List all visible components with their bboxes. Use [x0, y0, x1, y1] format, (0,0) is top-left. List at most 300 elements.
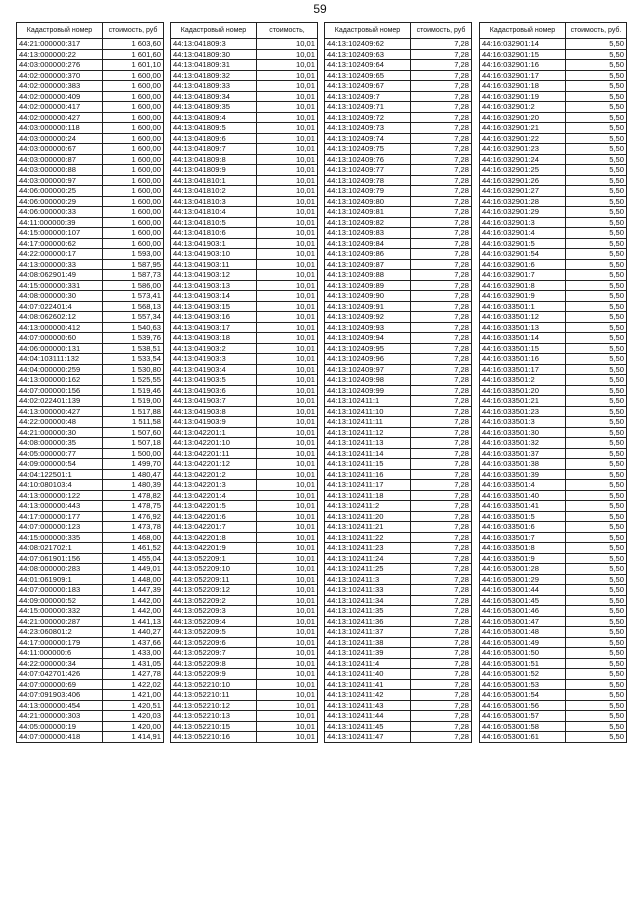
cadastral-number-cell: 44:11:000000:6: [17, 648, 103, 659]
table-row: [17, 70, 164, 81]
table-row: [171, 595, 318, 606]
table-row: [480, 228, 627, 239]
table-row: [325, 679, 472, 690]
table-row: [480, 291, 627, 302]
cadastral-number-cell: 44:15:000000:332: [17, 606, 103, 617]
cost-cell: 1 478,75: [103, 501, 164, 512]
cadastral-number-cell: 44:16:032901:24: [480, 154, 566, 165]
cost-cell: 1 600,00: [103, 91, 164, 102]
cadastral-number-cell: 44:03:000000:97: [17, 175, 103, 186]
cadastral-number-cell: 44:16:053001:47: [480, 616, 566, 627]
table-row: [480, 196, 627, 207]
cadastral-number-cell: 44:16:033501:1: [480, 301, 566, 312]
cadastral-number-cell: 44:13:102411:38: [325, 637, 411, 648]
cadastral-number-cell: 44:16:033501:12: [480, 312, 566, 323]
cadastral-number-cell: 44:13:102409:87: [325, 259, 411, 270]
cadastral-number-cell: 44:16:032901:9: [480, 291, 566, 302]
cost-cell: 1 540,63: [103, 322, 164, 333]
cadastral-number-cell: 44:13:042201:12: [171, 459, 257, 470]
table-row: [17, 385, 164, 396]
table-row: [17, 280, 164, 291]
table-row: [480, 81, 627, 92]
table-row: [325, 543, 472, 554]
cost-cell: 7,28: [411, 606, 472, 617]
table-row: [325, 133, 472, 144]
table-row: [171, 574, 318, 585]
table-row: [480, 249, 627, 260]
table-row: [171, 238, 318, 249]
cadastral-number-cell: 44:13:102411:44: [325, 711, 411, 722]
cadastral-number-cell: 44:13:041903:10: [171, 249, 257, 260]
cost-cell: 7,28: [411, 595, 472, 606]
table-row: [480, 133, 627, 144]
cadastral-number-cell: 44:13:041903:14: [171, 291, 257, 302]
table-row: [17, 732, 164, 743]
cost-cell: 10,01: [257, 669, 318, 680]
cost-cell: 7,28: [411, 333, 472, 344]
cost-cell: 5,50: [566, 196, 627, 207]
cost-cell: 10,01: [257, 585, 318, 596]
cadastral-number-cell: 44:16:053001:49: [480, 637, 566, 648]
cadastral-number-cell: 44:13:102411:34: [325, 595, 411, 606]
table-row: [17, 364, 164, 375]
cost-cell: 10,01: [257, 522, 318, 533]
cost-cell: 5,50: [566, 585, 627, 596]
cost-cell: 10,01: [257, 301, 318, 312]
table-row: [17, 60, 164, 71]
cadastral-number-cell: 44:13:102409:84: [325, 238, 411, 249]
cost-cell: 10,01: [257, 238, 318, 249]
cadastral-number-cell: 44:13:102411:11: [325, 417, 411, 428]
table-row: [17, 102, 164, 113]
cadastral-number-cell: 44:13:041809:30: [171, 49, 257, 60]
table-row: [17, 585, 164, 596]
cost-cell: 1 447,39: [103, 585, 164, 596]
cadastral-number-cell: 44:13:102411:10: [325, 406, 411, 417]
cost-cell: 5,50: [566, 81, 627, 92]
table-row: [480, 417, 627, 428]
table-row: [17, 522, 164, 533]
table-row: [480, 690, 627, 701]
table-row: [325, 238, 472, 249]
table-row: [171, 721, 318, 732]
table-row: [17, 616, 164, 627]
cost-cell: 1 600,00: [103, 144, 164, 155]
cadastral-number-cell: 44:08:000000:30: [17, 291, 103, 302]
cost-cell: 7,28: [411, 679, 472, 690]
cost-cell: 1 600,00: [103, 70, 164, 81]
table-row: [480, 60, 627, 71]
cadastral-number-cell: 44:13:052209:1: [171, 553, 257, 564]
cadastral-number-cell: 44:04:122501:1: [17, 469, 103, 480]
cost-cell: 10,01: [257, 438, 318, 449]
cadastral-number-cell: 44:16:033501:13: [480, 322, 566, 333]
cadastral-number-cell: 44:13:102409:7: [325, 91, 411, 102]
cost-cell: 1 420,00: [103, 721, 164, 732]
cost-cell: 1 601,60: [103, 49, 164, 60]
cadastral-number-cell: 44:13:102411:17: [325, 480, 411, 491]
table-row: [171, 217, 318, 228]
table-row: [480, 595, 627, 606]
cost-cell: 7,28: [411, 427, 472, 438]
cost-cell: 7,28: [411, 627, 472, 638]
cost-cell: 5,50: [566, 511, 627, 522]
table-row: [171, 532, 318, 543]
header-cost: стоимость,: [257, 23, 318, 39]
cost-cell: 1 433,00: [103, 648, 164, 659]
table-row: [17, 490, 164, 501]
table-row: [171, 396, 318, 407]
table-row: [480, 123, 627, 134]
cost-cell: 7,28: [411, 564, 472, 575]
table-row: [480, 721, 627, 732]
table-row: [480, 39, 627, 50]
cost-cell: 10,01: [257, 616, 318, 627]
table-row: [17, 312, 164, 323]
cost-cell: 10,01: [257, 427, 318, 438]
cost-cell: 10,01: [257, 637, 318, 648]
table-row: [325, 385, 472, 396]
cadastral-number-cell: 44:13:041809:3: [171, 39, 257, 50]
cost-cell: 7,28: [411, 312, 472, 323]
cost-cell: 5,50: [566, 595, 627, 606]
cost-cell: 1 420,51: [103, 700, 164, 711]
table-row: [17, 690, 164, 701]
cadastral-number-cell: 44:13:102409:73: [325, 123, 411, 134]
cost-cell: 5,50: [566, 102, 627, 113]
cadastral-number-cell: 44:22:000000:34: [17, 658, 103, 669]
table-row: [325, 364, 472, 375]
cadastral-number-cell: 44:13:102411:22: [325, 532, 411, 543]
cadastral-number-cell: 44:23:060801:2: [17, 627, 103, 638]
cadastral-number-cell: 44:17:000000:179: [17, 637, 103, 648]
table-row: [17, 291, 164, 302]
cost-cell: 5,50: [566, 564, 627, 575]
table-row: [17, 532, 164, 543]
table-row: [325, 39, 472, 50]
cost-cell: 5,50: [566, 679, 627, 690]
cost-cell: 1 442,00: [103, 595, 164, 606]
cadastral-number-cell: 44:13:041903:5: [171, 375, 257, 386]
cost-cell: 10,01: [257, 49, 318, 60]
header-cadastral-number: Кадастровый номер: [325, 23, 411, 39]
cadastral-number-cell: 44:13:102409:96: [325, 354, 411, 365]
cadastral-number-cell: 44:07:000000:183: [17, 585, 103, 596]
cadastral-number-cell: 44:13:041810:4: [171, 207, 257, 218]
cadastral-number-cell: 44:16:032901:54: [480, 249, 566, 260]
cost-cell: 1 519,46: [103, 385, 164, 396]
cost-cell: 1 511,58: [103, 417, 164, 428]
cost-cell: 1 600,00: [103, 175, 164, 186]
table-row: [17, 595, 164, 606]
cost-cell: 5,50: [566, 438, 627, 449]
table-row: [171, 301, 318, 312]
cadastral-number-cell: 44:13:102409:97: [325, 364, 411, 375]
table-row: [17, 322, 164, 333]
cost-cell: 5,50: [566, 91, 627, 102]
cadastral-number-cell: 44:21:000000:30: [17, 427, 103, 438]
cost-cell: 7,28: [411, 690, 472, 701]
cost-cell: 7,28: [411, 459, 472, 470]
cadastral-number-cell: 44:16:053001:29: [480, 574, 566, 585]
cost-cell: 7,28: [411, 186, 472, 197]
cost-cell: 1 603,60: [103, 39, 164, 50]
table-row: [17, 81, 164, 92]
cadastral-number-cell: 44:13:102409:86: [325, 249, 411, 260]
cost-cell: 7,28: [411, 711, 472, 722]
cadastral-number-cell: 44:08:062901:49: [17, 270, 103, 281]
cadastral-number-cell: 44:16:033501:38: [480, 459, 566, 470]
table-row: [480, 165, 627, 176]
cost-cell: 1 500,00: [103, 448, 164, 459]
cadastral-number-cell: 44:16:032901:16: [480, 60, 566, 71]
cost-cell: 7,28: [411, 49, 472, 60]
cost-cell: 1 600,00: [103, 228, 164, 239]
cadastral-number-cell: 44:16:053001:48: [480, 627, 566, 638]
cadastral-number-cell: 44:17:000000:62: [17, 238, 103, 249]
table-row: [171, 112, 318, 123]
cadastral-number-cell: 44:13:041810:1: [171, 175, 257, 186]
cadastral-number-cell: 44:13:042201:9: [171, 543, 257, 554]
cadastral-number-cell: 44:13:102409:64: [325, 60, 411, 71]
cadastral-number-cell: 44:13:102409:90: [325, 291, 411, 302]
cadastral-number-cell: 44:16:032901:21: [480, 123, 566, 134]
cadastral-number-cell: 44:03:000000:67: [17, 144, 103, 155]
table-row: [17, 427, 164, 438]
cost-cell: 5,50: [566, 217, 627, 228]
cost-cell: 10,01: [257, 406, 318, 417]
cost-cell: 1 478,82: [103, 490, 164, 501]
cadastral-number-cell: 44:13:042201:4: [171, 490, 257, 501]
cadastral-number-cell: 44:01:061909:1: [17, 574, 103, 585]
cost-cell: 10,01: [257, 186, 318, 197]
cadastral-number-cell: 44:13:102409:72: [325, 112, 411, 123]
cost-cell: 7,28: [411, 490, 472, 501]
cadastral-number-cell: 44:06:000000:29: [17, 196, 103, 207]
cadastral-number-cell: 44:13:102409:89: [325, 280, 411, 291]
cadastral-number-cell: 44:13:041809:33: [171, 81, 257, 92]
cost-cell: 10,01: [257, 732, 318, 743]
cost-table-4: [479, 22, 627, 743]
table-row: [171, 658, 318, 669]
cost-cell: 7,28: [411, 700, 472, 711]
table-row: [480, 511, 627, 522]
cadastral-number-cell: 44:16:032901:26: [480, 175, 566, 186]
cost-cell: 1 440,27: [103, 627, 164, 638]
cost-cell: 10,01: [257, 60, 318, 71]
table-row: [17, 648, 164, 659]
cadastral-number-cell: 44:07:000000:418: [17, 732, 103, 743]
cadastral-number-cell: 44:16:033501:41: [480, 501, 566, 512]
cost-cell: 10,01: [257, 490, 318, 501]
cadastral-number-cell: 44:13:052209:6: [171, 637, 257, 648]
cadastral-number-cell: 44:13:052209:3: [171, 606, 257, 617]
table-row: [17, 501, 164, 512]
table-row: [325, 501, 472, 512]
cadastral-number-cell: 44:13:102409:76: [325, 154, 411, 165]
cost-cell: 10,01: [257, 144, 318, 155]
table-row: [325, 606, 472, 617]
cadastral-number-cell: 44:13:042201:7: [171, 522, 257, 533]
cost-cell: 1 442,00: [103, 606, 164, 617]
table-row: [325, 112, 472, 123]
table-row: [171, 228, 318, 239]
table-row: [171, 637, 318, 648]
cost-cell: 10,01: [257, 175, 318, 186]
cost-cell: 1 507,18: [103, 438, 164, 449]
cost-cell: 5,50: [566, 532, 627, 543]
cadastral-number-cell: 44:13:102409:74: [325, 133, 411, 144]
cost-cell: 7,28: [411, 133, 472, 144]
table-row: [171, 448, 318, 459]
table-row: [480, 627, 627, 638]
table-row: [171, 259, 318, 270]
cost-cell: 7,28: [411, 417, 472, 428]
cadastral-number-cell: 44:15:000000:335: [17, 532, 103, 543]
cost-cell: 10,01: [257, 679, 318, 690]
table-row: [480, 469, 627, 480]
table-row: [17, 637, 164, 648]
table-row: [17, 564, 164, 575]
cost-cell: 1 507,60: [103, 427, 164, 438]
table-row: [325, 333, 472, 344]
cost-cell: 7,28: [411, 91, 472, 102]
cadastral-number-cell: 44:16:033501:23: [480, 406, 566, 417]
cost-cell: 10,01: [257, 312, 318, 323]
table-row: [17, 543, 164, 554]
table-row: [325, 70, 472, 81]
cost-cell: 10,01: [257, 595, 318, 606]
cost-cell: 1 480,39: [103, 480, 164, 491]
cost-cell: 5,50: [566, 721, 627, 732]
table-row: [17, 259, 164, 270]
cost-cell: 1 519,00: [103, 396, 164, 407]
cost-cell: 5,50: [566, 616, 627, 627]
cadastral-number-cell: 44:13:102411:43: [325, 700, 411, 711]
cost-cell: 7,28: [411, 448, 472, 459]
table-row: [480, 396, 627, 407]
table-row: [17, 375, 164, 386]
table-row: [171, 417, 318, 428]
table-row: [325, 301, 472, 312]
table-row: [171, 375, 318, 386]
cadastral-number-cell: 44:16:053001:56: [480, 700, 566, 711]
table-row: [171, 690, 318, 701]
cost-cell: 5,50: [566, 259, 627, 270]
cost-cell: 5,50: [566, 543, 627, 554]
table-row: [480, 102, 627, 113]
cadastral-number-cell: 44:13:102411:23: [325, 543, 411, 554]
table-row: [17, 553, 164, 564]
cost-cell: 10,01: [257, 333, 318, 344]
cadastral-number-cell: 44:13:102411:3: [325, 574, 411, 585]
table-row: [480, 207, 627, 218]
cost-cell: 10,01: [257, 396, 318, 407]
cadastral-number-cell: 44:16:053001:57: [480, 711, 566, 722]
cadastral-number-cell: 44:09:000000:54: [17, 459, 103, 470]
table-row: [171, 511, 318, 522]
cadastral-number-cell: 44:16:032901:15: [480, 49, 566, 60]
cost-cell: 10,01: [257, 564, 318, 575]
table-row: [325, 280, 472, 291]
cadastral-number-cell: 44:13:102411:21: [325, 522, 411, 533]
table-row: [17, 49, 164, 60]
cadastral-number-cell: 44:16:033501:3: [480, 417, 566, 428]
table-row: [480, 679, 627, 690]
cadastral-number-cell: 44:06:000000:25: [17, 186, 103, 197]
table-row: [480, 501, 627, 512]
table-row: [171, 459, 318, 470]
cost-cell: 1 593,00: [103, 249, 164, 260]
cadastral-number-cell: 44:13:102409:65: [325, 70, 411, 81]
cost-cell: 5,50: [566, 123, 627, 134]
cost-cell: 1 427,78: [103, 669, 164, 680]
cost-cell: 7,28: [411, 123, 472, 134]
cadastral-number-cell: 44:02:000000:383: [17, 81, 103, 92]
table-row: [171, 207, 318, 218]
cadastral-number-cell: 44:13:052209:2: [171, 595, 257, 606]
cost-cell: 7,28: [411, 175, 472, 186]
cadastral-number-cell: 44:16:033501:2: [480, 375, 566, 386]
cost-cell: 1 538,51: [103, 343, 164, 354]
cadastral-number-cell: 44:07:061901:156: [17, 553, 103, 564]
cadastral-number-cell: 44:16:033501:37: [480, 448, 566, 459]
cadastral-number-cell: 44:16:032901:22: [480, 133, 566, 144]
cost-cell: 1 600,00: [103, 102, 164, 113]
table-row: [17, 417, 164, 428]
cadastral-number-cell: 44:13:000000:412: [17, 322, 103, 333]
cost-cell: 5,50: [566, 343, 627, 354]
cost-cell: 1 600,00: [103, 133, 164, 144]
table-row: [171, 553, 318, 564]
cadastral-number-cell: 44:16:033501:6: [480, 522, 566, 533]
table-row: [171, 679, 318, 690]
cost-cell: 1 600,00: [103, 217, 164, 228]
cadastral-number-cell: 44:13:102409:75: [325, 144, 411, 155]
table-row: [17, 669, 164, 680]
cost-cell: 1 525,55: [103, 375, 164, 386]
cadastral-number-cell: 44:13:052210:10: [171, 679, 257, 690]
table-row: [17, 154, 164, 165]
cost-cell: 5,50: [566, 459, 627, 470]
table-row: [480, 700, 627, 711]
cadastral-number-cell: 44:16:032901:8: [480, 280, 566, 291]
cadastral-number-cell: 44:16:033501:9: [480, 553, 566, 564]
cost-cell: 7,28: [411, 616, 472, 627]
cost-cell: 7,28: [411, 228, 472, 239]
cadastral-number-cell: 44:16:053001:46: [480, 606, 566, 617]
table-row: [171, 144, 318, 155]
cadastral-number-cell: 44:02:000000:370: [17, 70, 103, 81]
cost-cell: 1 422,02: [103, 679, 164, 690]
cost-cell: 1 420,03: [103, 711, 164, 722]
cost-cell: 7,28: [411, 574, 472, 585]
cost-cell: 7,28: [411, 60, 472, 71]
cadastral-number-cell: 44:16:032901:5: [480, 238, 566, 249]
cadastral-number-cell: 44:13:042201:8: [171, 532, 257, 543]
cadastral-number-cell: 44:16:032901:25: [480, 165, 566, 176]
table-row: [325, 228, 472, 239]
cadastral-number-cell: 44:13:102411:37: [325, 627, 411, 638]
cost-cell: 5,50: [566, 700, 627, 711]
table-row: [171, 406, 318, 417]
table-row: [480, 522, 627, 533]
table-row: [325, 459, 472, 470]
cost-cell: 5,50: [566, 228, 627, 239]
header-cadastral-number: Кадастровый номер: [171, 23, 257, 39]
table-row: [17, 343, 164, 354]
table-row: [17, 459, 164, 470]
